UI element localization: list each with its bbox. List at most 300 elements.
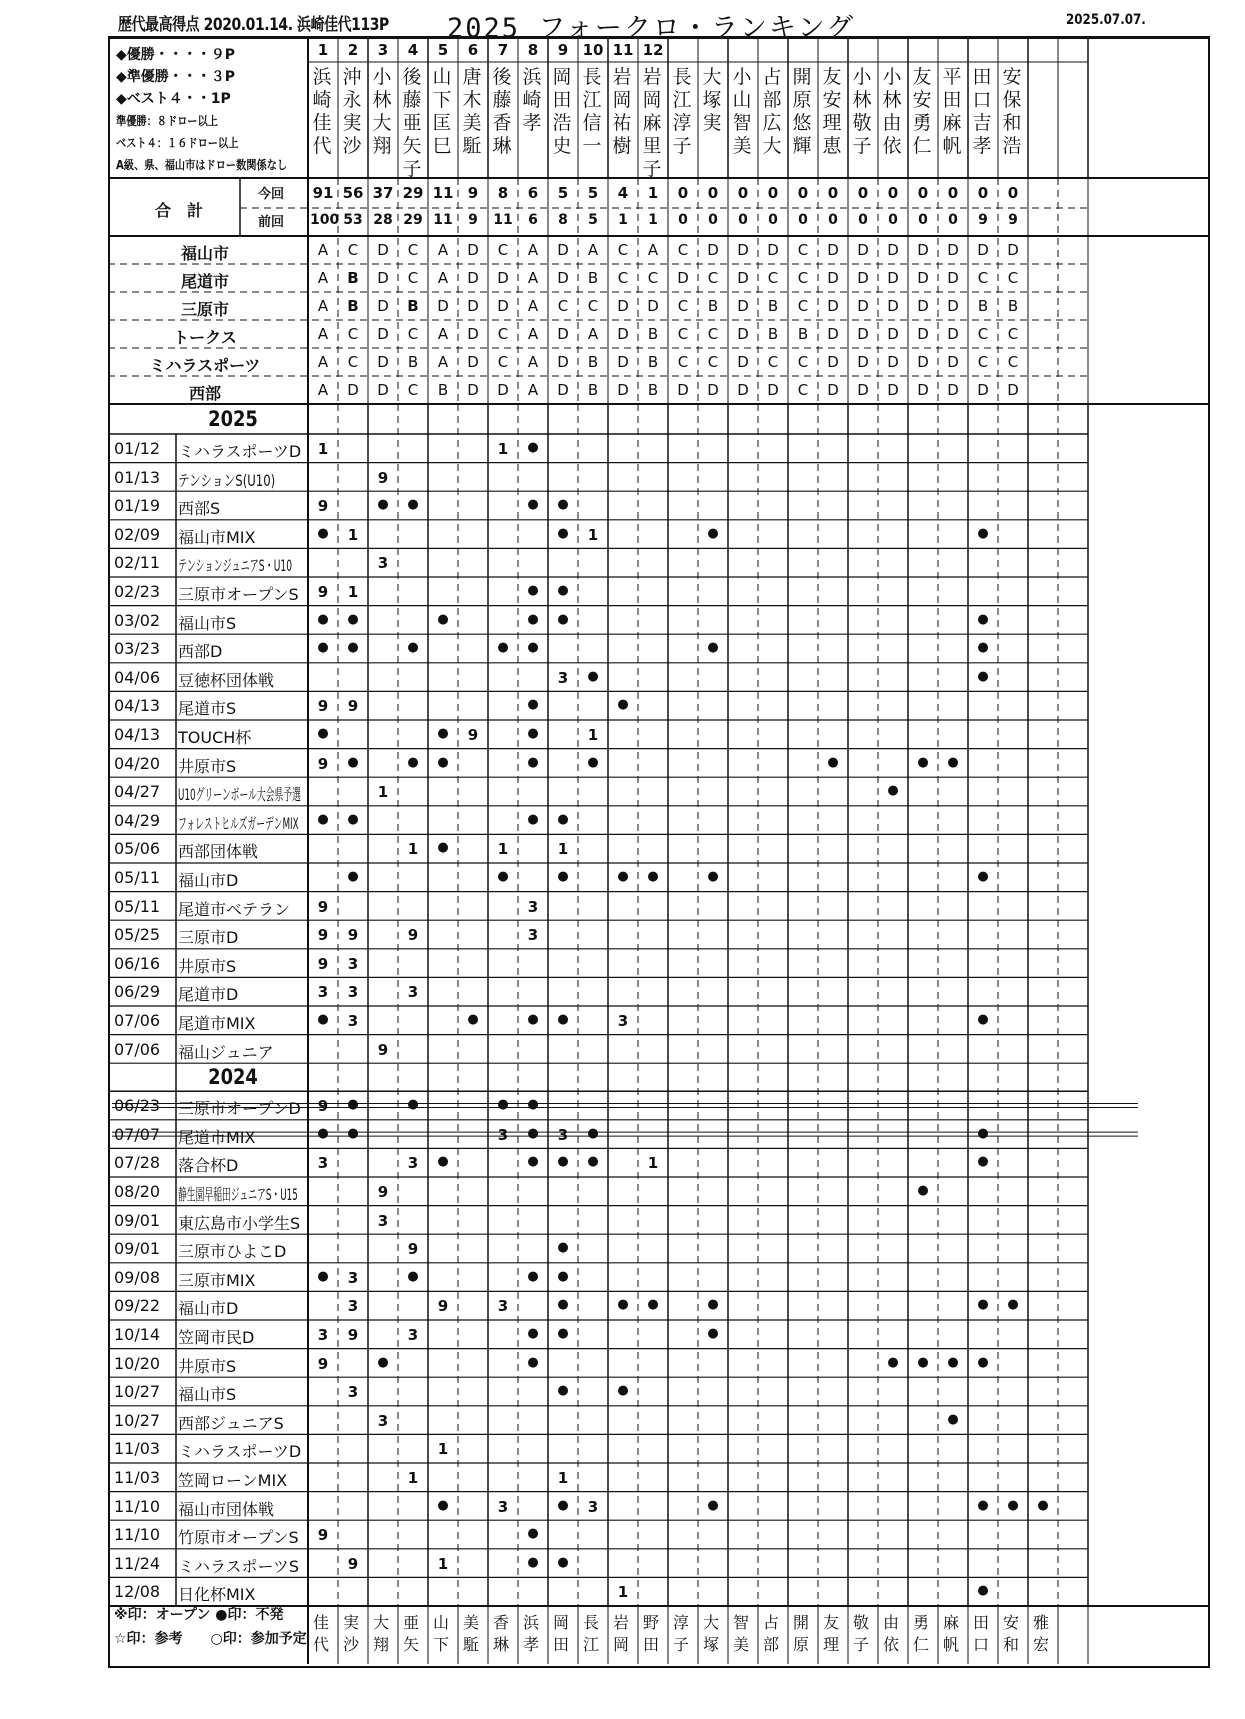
result-points: 3	[317, 983, 329, 1002]
result-dot: ●	[977, 1354, 989, 1370]
grade-cell: C	[677, 325, 689, 343]
footer-short-name: 麻帆	[942, 1613, 959, 1654]
player-name: 友安勇仁	[912, 66, 932, 157]
result-dot: ●	[617, 697, 629, 713]
result-dot: ●	[887, 1354, 899, 1370]
total-current: 0	[767, 184, 779, 202]
result-dot: ●	[977, 668, 989, 684]
grade-cell: D	[737, 297, 749, 315]
result-dot: ●	[617, 869, 629, 884]
player-name: 開原悠輝	[792, 66, 812, 157]
grade-cell: A	[317, 325, 329, 343]
grade-cell: C	[407, 269, 419, 287]
total-current: 37	[372, 184, 394, 202]
result-dot: ●	[557, 497, 569, 513]
result-dot: ●	[917, 1183, 929, 1198]
grade-city: 福山市	[180, 244, 229, 263]
result-dot: ●	[557, 1240, 569, 1256]
footer-short-name: 佳代	[312, 1613, 329, 1654]
grade-cell: D	[917, 381, 929, 399]
event-name: 笠岡ローンMIX	[178, 1471, 288, 1490]
event-name: TOUCH杯	[178, 728, 252, 747]
grade-cell: D	[377, 381, 389, 399]
column-number: 4	[407, 41, 419, 59]
footer-short-name: 占部	[762, 1613, 779, 1654]
column-number: 1	[317, 41, 329, 59]
total-current: 0	[737, 184, 749, 202]
result-points: 9	[437, 1297, 449, 1316]
grade-cell: D	[737, 241, 749, 259]
result-dot: ●	[827, 754, 839, 770]
grade-cell: D	[617, 353, 629, 371]
total-previous: 0	[858, 212, 868, 228]
event-name: 尾道市ベテラン	[178, 899, 291, 919]
result-dot: ●	[557, 1012, 569, 1027]
legend-best4-rule: ベスト４：１６ドロー以上	[116, 136, 239, 150]
event-name: U10グリーンボール大会県予選	[178, 785, 301, 805]
grade-cell: C	[617, 241, 629, 259]
footer-short-name: 亜矢	[402, 1613, 419, 1654]
result-dot: ●	[977, 1125, 989, 1141]
player-name: 岩岡祐樹	[612, 66, 632, 157]
result-dot: ●	[527, 697, 539, 713]
result-dot: ●	[707, 1297, 719, 1313]
total-previous: 0	[798, 212, 808, 228]
result-dot: ●	[587, 1125, 599, 1141]
grade-cell: D	[737, 269, 749, 287]
result-dot: ●	[977, 1497, 989, 1513]
grade-city: ミハラスポーツ	[149, 356, 261, 375]
grade-cell: D	[827, 297, 839, 315]
result-points: 9	[347, 1554, 359, 1573]
grade-cell: C	[797, 297, 809, 315]
event-date: 06/16	[114, 953, 161, 973]
grade-cell: C	[497, 353, 509, 371]
grade-cell: D	[857, 269, 869, 287]
event-date: 12/08	[114, 1582, 161, 1602]
total-previous: 0	[708, 212, 718, 228]
total-previous: 1	[648, 212, 658, 228]
result-dot: ●	[407, 1268, 419, 1284]
grade-cell: C	[707, 353, 719, 371]
event-date: 09/01	[114, 1210, 161, 1230]
grade-cell: D	[647, 297, 659, 315]
total-current: 8	[497, 184, 509, 202]
grade-cell: B	[647, 325, 659, 343]
column-number: 6	[467, 41, 479, 59]
total-current: 4	[617, 184, 629, 202]
result-points: 3	[347, 1268, 359, 1287]
grade-cell: B	[347, 297, 359, 315]
result-dot: ●	[617, 1297, 629, 1313]
result-points: 3	[407, 983, 419, 1002]
grade-cell: C	[977, 353, 989, 371]
footer-short-name: 淳子	[672, 1613, 689, 1654]
result-dot: ●	[527, 440, 539, 455]
grade-cell: D	[467, 297, 479, 315]
result-points: 1	[497, 440, 509, 458]
result-dot: ●	[557, 1297, 569, 1313]
grade-cell: D	[437, 297, 449, 315]
column-number: 7	[497, 41, 509, 59]
grade-cell: D	[677, 381, 689, 399]
event-name: テンションジュニアS・U10	[178, 556, 292, 576]
grade-cell: C	[407, 325, 419, 343]
grade-cell: A	[587, 241, 599, 259]
grade-cell: C	[557, 297, 569, 315]
grade-cell: C	[797, 241, 809, 259]
result-dot: ●	[347, 611, 359, 627]
result-points: 1	[497, 840, 509, 859]
grade-cell: D	[977, 381, 989, 399]
result-dot: ●	[977, 869, 989, 884]
footer-short-name: 大翔	[372, 1613, 389, 1654]
total-current: 0	[947, 184, 959, 202]
grade-cell: A	[527, 297, 539, 315]
event-date: 05/06	[114, 839, 161, 859]
grade-cell: B	[1007, 297, 1019, 315]
event-date: 06/23	[114, 1096, 161, 1116]
total-previous: 9	[468, 212, 478, 228]
grade-cell: D	[737, 353, 749, 371]
total-previous: 0	[888, 212, 898, 228]
result-dot: ●	[707, 1326, 719, 1341]
event-date: 04/20	[114, 753, 161, 773]
grade-cell: D	[917, 241, 929, 259]
grade-cell: D	[827, 269, 839, 287]
result-dot: ●	[707, 525, 719, 541]
event-date: 04/29	[114, 810, 161, 830]
grade-cell: C	[1007, 269, 1019, 287]
event-date: 04/13	[114, 696, 161, 716]
result-dot: ●	[587, 668, 599, 684]
event-date: 03/02	[114, 610, 161, 630]
result-dot: ●	[947, 1411, 959, 1427]
total-previous: 5	[588, 212, 598, 228]
event-name: 三原市オープンS	[178, 585, 299, 604]
grade-cell: D	[827, 353, 839, 371]
total-previous: 0	[918, 212, 928, 228]
event-date: 07/07	[114, 1124, 161, 1144]
grade-cell: C	[797, 269, 809, 287]
result-dot: ●	[557, 1154, 569, 1170]
grade-cell: D	[887, 325, 899, 343]
result-points: 1	[377, 783, 389, 802]
event-date: 11/03	[114, 1439, 161, 1459]
result-dot: ●	[557, 525, 569, 541]
grade-cell: A	[317, 269, 329, 287]
result-dot: ●	[527, 497, 539, 513]
event-name: 落合杯D	[178, 1156, 239, 1176]
grade-cell: D	[557, 325, 569, 343]
total-current: 0	[977, 184, 989, 202]
page-title: 2025 フォークロ・ランキング	[447, 13, 856, 44]
total-previous: 8	[558, 212, 568, 228]
total-previous: 11	[493, 212, 513, 228]
year-2025: 2025	[208, 407, 258, 431]
grade-cell: D	[1007, 241, 1019, 259]
event-name: 尾道市MIX	[178, 1014, 256, 1033]
result-points: 9	[317, 1526, 329, 1545]
result-dot: ●	[947, 1354, 959, 1370]
result-points: 9	[377, 1183, 389, 1201]
total-previous: 28	[373, 212, 393, 228]
result-dot: ●	[527, 1012, 539, 1027]
grade-cell: D	[827, 325, 839, 343]
grade-cell: D	[827, 381, 839, 399]
result-dot: ●	[557, 611, 569, 627]
grade-cell: C	[677, 241, 689, 259]
event-name: テンションS(U10)	[178, 470, 276, 490]
result-points: 9	[377, 1040, 389, 1059]
event-name: 福山市MIX	[178, 527, 256, 547]
result-dot: ●	[407, 497, 419, 513]
result-dot: ●	[977, 1154, 989, 1170]
event-date: 07/06	[114, 1011, 161, 1030]
grade-cell: D	[887, 381, 899, 399]
event-date: 04/27	[114, 782, 161, 802]
footer-short-name: 山下	[432, 1613, 449, 1654]
footer-legend-2: ☆印：参考 ○印：参加予定	[114, 1631, 307, 1647]
event-name: 尾道市MIX	[178, 1127, 256, 1147]
result-dot: ●	[557, 1268, 569, 1284]
grade-cell: D	[497, 381, 509, 399]
total-current: 5	[587, 184, 599, 202]
result-dot: ●	[977, 640, 989, 656]
result-dot: ●	[557, 1497, 569, 1513]
total-previous: 0	[948, 212, 958, 228]
total-current: 0	[887, 184, 899, 202]
event-name: 福山市D	[178, 871, 239, 890]
total-previous: 0	[678, 212, 688, 228]
grade-cell: C	[587, 297, 599, 315]
current-label: 今回	[258, 187, 285, 202]
column-number: 9	[557, 41, 569, 59]
grade-cell: A	[317, 353, 329, 371]
event-name: 笠岡市民D	[178, 1328, 255, 1347]
total-current: 29	[402, 184, 424, 202]
total-current: 5	[557, 184, 569, 202]
grade-cell: B	[347, 269, 359, 287]
event-date: 10/27	[114, 1410, 161, 1430]
total-previous: 0	[738, 212, 748, 228]
event-date: 02/23	[114, 582, 161, 601]
player-name: 沖永実沙	[342, 66, 362, 157]
footer-short-name: 大塚	[702, 1613, 719, 1654]
grade-cell: D	[827, 241, 839, 259]
grade-cell: D	[857, 241, 869, 259]
result-points: 3	[527, 897, 539, 916]
result-points: 1	[587, 726, 599, 744]
result-points: 1	[647, 1154, 659, 1173]
total-previous: 29	[403, 212, 423, 228]
event-date: 01/12	[114, 439, 161, 458]
result-dot: ●	[437, 611, 449, 627]
result-dot: ●	[527, 726, 539, 741]
grade-cell: D	[857, 381, 869, 399]
total-current: 0	[827, 184, 839, 202]
result-dot: ●	[977, 1297, 989, 1313]
result-points: 3	[497, 1297, 509, 1316]
result-points: 9	[407, 926, 419, 945]
result-dot: ●	[527, 1554, 539, 1570]
grade-cell: C	[977, 269, 989, 287]
result-dot: ●	[1037, 1497, 1049, 1513]
result-points: 9	[347, 697, 359, 716]
player-name: 後藤香琳	[492, 66, 512, 157]
total-previous: 0	[828, 212, 838, 228]
grade-cell: D	[857, 325, 869, 343]
result-points: 3	[347, 1297, 359, 1316]
result-dot: ●	[407, 754, 419, 770]
footer-short-name: 岡田	[552, 1613, 569, 1654]
footer-short-name: 勇仁	[912, 1613, 929, 1654]
event-name: 西部S	[178, 499, 221, 519]
footer-short-name: 由依	[882, 1613, 899, 1654]
result-points: 1	[617, 1583, 629, 1602]
legend-best4: ◆ベスト４・・1P	[116, 91, 231, 107]
result-points: 3	[527, 926, 539, 945]
grade-cell: D	[887, 241, 899, 259]
player-name: 占部広大	[762, 66, 782, 157]
event-date: 07/28	[114, 1153, 161, 1173]
result-points: 3	[587, 1497, 599, 1516]
event-name: 三原市オープンD	[178, 1099, 301, 1119]
result-points: 9	[317, 1354, 329, 1373]
result-points: 3	[497, 1125, 509, 1144]
result-points: 1	[347, 583, 359, 601]
event-name: 西部ジュニアS	[178, 1413, 284, 1433]
result-dot: ●	[527, 811, 539, 827]
total-previous: 9	[978, 212, 988, 228]
result-points: 9	[317, 954, 329, 973]
grade-cell: C	[347, 353, 359, 371]
grade-cell: D	[887, 269, 899, 287]
result-dot: ●	[527, 1125, 539, 1141]
event-date: 02/11	[114, 553, 161, 573]
grade-cell: C	[797, 353, 809, 371]
player-name: 安保和浩	[1002, 66, 1022, 157]
event-name: 尾道市D	[178, 985, 239, 1005]
column-number: 10	[582, 41, 604, 59]
player-name: 岩岡麻里子	[642, 66, 662, 180]
result-dot: ●	[347, 640, 359, 656]
grade-cell: A	[437, 325, 449, 343]
grade-cell: D	[947, 269, 959, 287]
grade-cell: D	[677, 269, 689, 287]
result-dot: ●	[527, 1526, 539, 1542]
result-points: 3	[617, 1012, 629, 1030]
result-points: 1	[557, 840, 569, 859]
result-dot: ●	[317, 525, 329, 541]
footer-short-name: 香琳	[492, 1613, 509, 1654]
result-points: 9	[347, 1326, 359, 1344]
event-name: 三原市D	[178, 928, 239, 948]
result-dot: ●	[617, 1383, 629, 1399]
grade-cell: D	[557, 269, 569, 287]
result-points: 9	[317, 697, 329, 716]
event-date: 01/19	[114, 496, 161, 516]
grade-cell: C	[617, 269, 629, 287]
grade-cell: C	[1007, 353, 1019, 371]
grade-cell: C	[497, 241, 509, 259]
event-date: 11/03	[114, 1468, 161, 1487]
grade-cell: D	[377, 269, 389, 287]
total-current: 91	[312, 184, 334, 202]
event-name: 福山市D	[178, 1299, 239, 1319]
event-name: 井原市S	[178, 1356, 237, 1376]
totals-label: 合 計	[155, 201, 204, 220]
grade-cell: C	[977, 325, 989, 343]
result-points: 3	[317, 1154, 329, 1173]
result-dot: ●	[527, 1097, 539, 1113]
grade-cell: A	[527, 269, 539, 287]
result-dot: ●	[527, 583, 539, 598]
result-dot: ●	[527, 640, 539, 656]
grade-cell: D	[467, 325, 479, 343]
result-points: 9	[467, 726, 479, 744]
total-current: 56	[342, 184, 364, 202]
event-date: 07/06	[114, 1039, 161, 1059]
event-name: 井原市S	[178, 756, 237, 776]
grade-cell: D	[767, 241, 779, 259]
grade-city: 西部	[188, 384, 221, 403]
grade-cell: D	[947, 297, 959, 315]
result-points: 1	[317, 440, 329, 458]
total-current: 0	[677, 184, 689, 202]
player-name: 大塚実	[702, 66, 722, 134]
event-date: 09/01	[114, 1239, 161, 1259]
result-dot: ●	[527, 611, 539, 627]
grade-cell: C	[407, 241, 419, 259]
total-current: 1	[647, 184, 659, 202]
year-2024: 2024	[208, 1065, 258, 1090]
grade-cell: D	[917, 353, 929, 371]
footer-short-name: 浜孝	[522, 1613, 539, 1654]
grade-cell: D	[467, 381, 479, 399]
grade-cell: D	[497, 269, 509, 287]
grade-cell: C	[407, 381, 419, 399]
column-number: 5	[437, 41, 449, 59]
result-points: 3	[347, 1383, 359, 1402]
event-date: 10/14	[114, 1325, 161, 1344]
event-date: 11/10	[114, 1525, 161, 1545]
result-dot: ●	[317, 811, 329, 827]
grade-cell: C	[707, 269, 719, 287]
legend-runnerup-rule: 準優勝：８ドロー以上	[116, 114, 219, 128]
total-previous: 53	[343, 212, 363, 228]
record-note: 歴代最高得点 2020.01.14. 浜崎佳代113P	[118, 15, 389, 35]
grade-cell: B	[407, 353, 419, 371]
grade-cell: C	[497, 325, 509, 343]
grade-cell: D	[557, 353, 569, 371]
grade-cell: D	[497, 297, 509, 315]
result-dot: ●	[317, 1268, 329, 1284]
result-dot: ●	[887, 783, 899, 799]
player-name: 小林敬子	[852, 66, 872, 157]
result-dot: ●	[557, 1326, 569, 1341]
column-number: 2	[347, 41, 359, 59]
result-dot: ●	[557, 1383, 569, 1399]
grade-cell: B	[977, 297, 989, 315]
result-dot: ●	[587, 1154, 599, 1170]
result-points: 1	[407, 1469, 419, 1487]
footer-short-name: 敬子	[852, 1613, 869, 1654]
result-dot: ●	[467, 1012, 479, 1027]
player-name: 友安理恵	[822, 66, 842, 157]
grade-cell: C	[647, 269, 659, 287]
grade-cell: A	[527, 241, 539, 259]
